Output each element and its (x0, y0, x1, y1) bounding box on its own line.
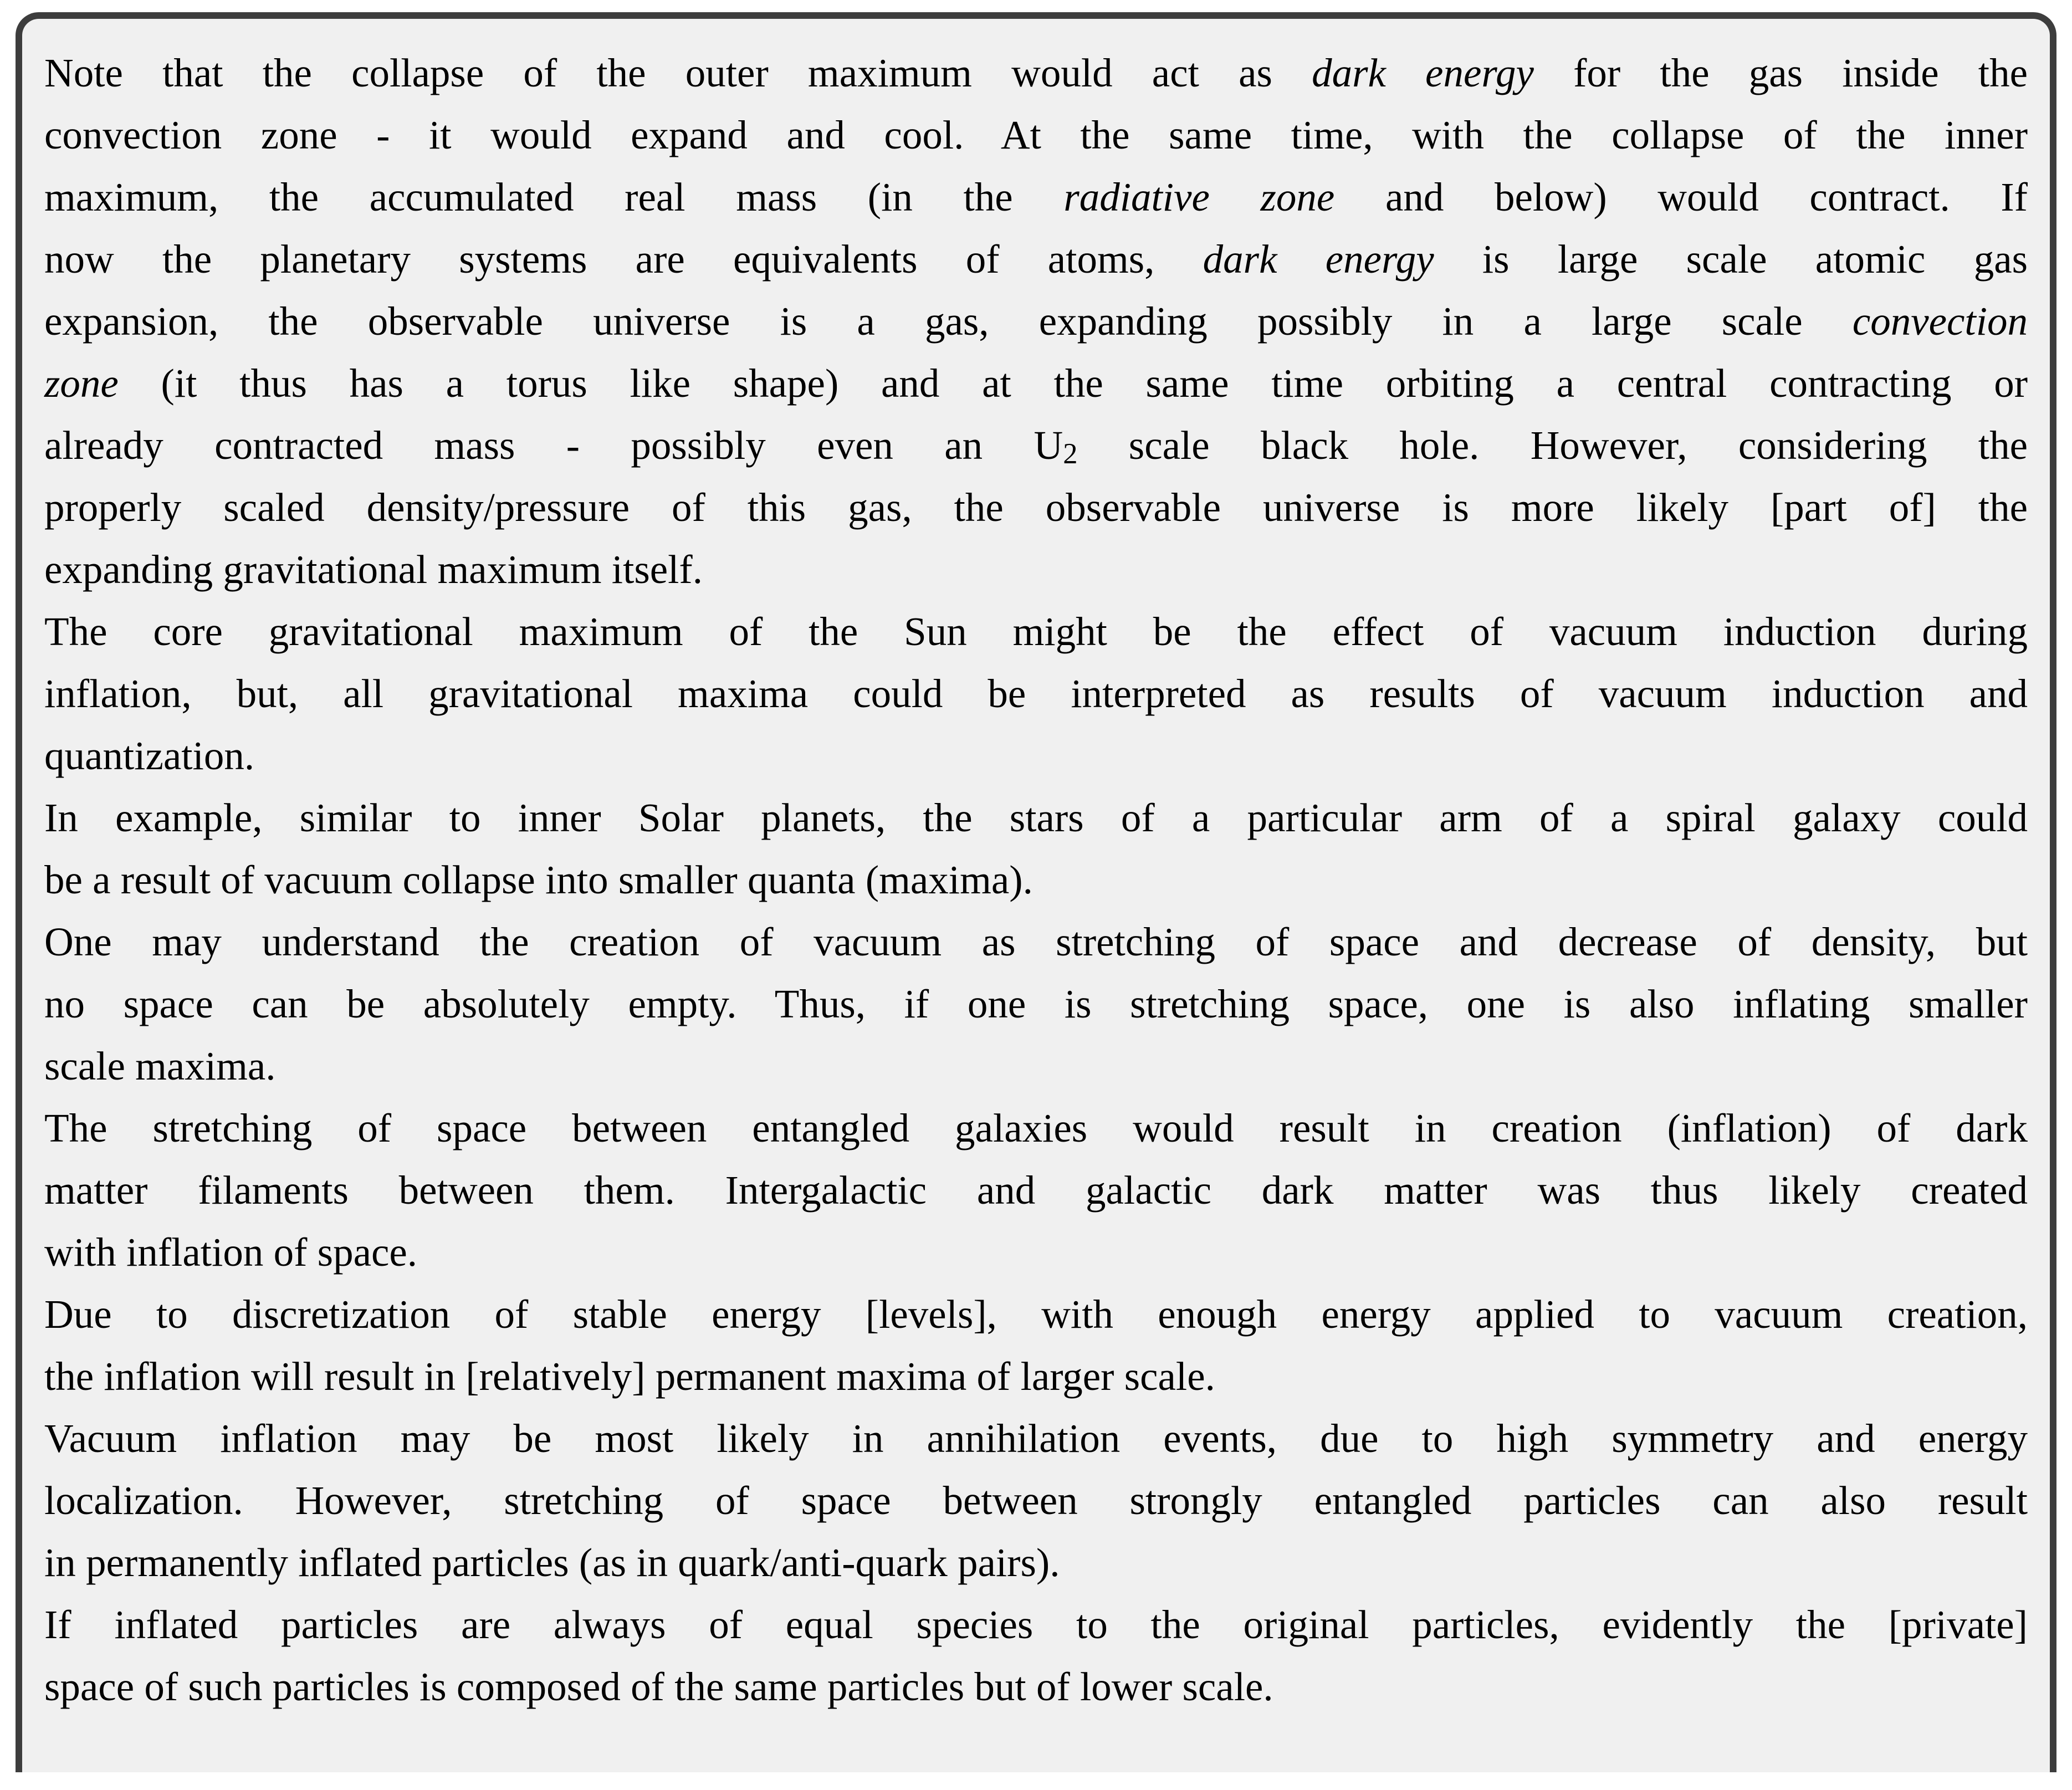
text-run: (it thus has a torus like shape) and at the same time orbiting a central contracting or (118, 361, 2028, 406)
text-run: scale black hole. However, considering the (1077, 423, 2028, 468)
italic-text: convection (1852, 299, 2028, 344)
text-line (44, 1532, 2028, 1594)
text-run: expanding gravitational maximum itself. (44, 547, 703, 592)
text-run: inflation, but, all gravitational maxima could be interpreted as results of vacuum induction and (44, 671, 2028, 716)
text-line (44, 415, 2028, 477)
italic-text: zone (44, 361, 119, 406)
text-line (44, 601, 2028, 663)
text-run: expansion, the observable universe is a gas, expanding possibly in a large scale (44, 299, 1853, 344)
text-run: properly scaled density/pressure of this gas, the observable universe is more likely [part of] the (44, 485, 2028, 530)
text-run: scale maxima. (44, 1044, 276, 1088)
italic-text: radiative zone (1063, 175, 1335, 219)
text-line (44, 1097, 2028, 1159)
text-run: for the gas inside the (1533, 50, 2028, 95)
text-line (44, 228, 2028, 290)
text-line (44, 477, 2028, 539)
italic-text: dark energy (1312, 50, 1534, 95)
text-line (44, 539, 2028, 601)
text-line (44, 1594, 2028, 1656)
text-line (44, 166, 2028, 228)
text-line (44, 1283, 2028, 1346)
text-run: localization. However, stretching of space between strongly entangled particles can also result (44, 1478, 2028, 1523)
text-line (44, 725, 2028, 787)
text-run: Due to discretization of stable energy [levels], with enough energy applied to vacuum creation, (44, 1292, 2028, 1337)
text-line (44, 973, 2028, 1035)
text-line (44, 663, 2028, 725)
document-text (22, 19, 2050, 1718)
text-line (44, 352, 2028, 415)
text-line (44, 1656, 2028, 1718)
text-line (44, 290, 2028, 352)
italic-text: dark energy (1203, 237, 1434, 282)
text-line (44, 42, 2028, 104)
text-panel (16, 12, 2056, 1772)
text-line (44, 1159, 2028, 1221)
text-run: no space can be absolutely empty. Thus, if one is stretching space, one is also inflating smaller (44, 981, 2028, 1026)
text-line (44, 849, 2028, 911)
text-line (44, 1221, 2028, 1283)
text-run: is large scale atomic gas (1434, 237, 2028, 282)
text-line (44, 1470, 2028, 1532)
subscript-text: 2 (1063, 438, 1078, 470)
text-line (44, 1035, 2028, 1097)
text-line (44, 1408, 2028, 1470)
text-run: space of such particles is composed of the same particles but of lower scale. (44, 1664, 1273, 1709)
text-run: the inflation will result in [relatively] permanent maxima of larger scale. (44, 1354, 1215, 1399)
text-line (44, 104, 2028, 166)
text-run: with inflation of space. (44, 1230, 418, 1275)
text-run: The core gravitational maximum of the Sun might be the effect of vacuum induction during (44, 609, 2028, 654)
text-run: If inflated particles are always of equal species to the original particles, evidently the [private] (44, 1602, 2028, 1647)
text-line (44, 787, 2028, 849)
text-run: maximum, the accumulated real mass (in the (44, 175, 1064, 219)
text-run: and below) would contract. If (1334, 175, 2028, 219)
text-run: in permanently inflated particles (as in quark/anti-quark pairs). (44, 1540, 1060, 1585)
text-run: already contracted mass - possibly even an U (44, 423, 1063, 468)
text-run: One may understand the creation of vacuum as stretching of space and decrease of density, but (44, 919, 2028, 964)
text-run: matter filaments between them. Intergalactic and galactic dark matter was thus likely created (44, 1168, 2028, 1213)
text-run: Note that the collapse of the outer maximum would act as (44, 50, 1312, 95)
text-run: convection zone - it would expand and cool. At the same time, with the collapse of the inner (44, 112, 2028, 157)
text-run: be a result of vacuum collapse into smaller quanta (maxima). (44, 857, 1033, 902)
text-run: quantization. (44, 733, 255, 778)
text-run: In example, similar to inner Solar planets, the stars of a particular arm of a spiral galaxy could (44, 795, 2028, 840)
text-run: The stretching of space between entangled galaxies would result in creation (inflation) of dark (44, 1106, 2028, 1150)
text-line (44, 1346, 2028, 1408)
text-run: Vacuum inflation may be most likely in annihilation events, due to high symmetry and energy (44, 1416, 2028, 1461)
text-line (44, 911, 2028, 973)
text-run: now the planetary systems are equivalents of atoms, (44, 237, 1203, 282)
